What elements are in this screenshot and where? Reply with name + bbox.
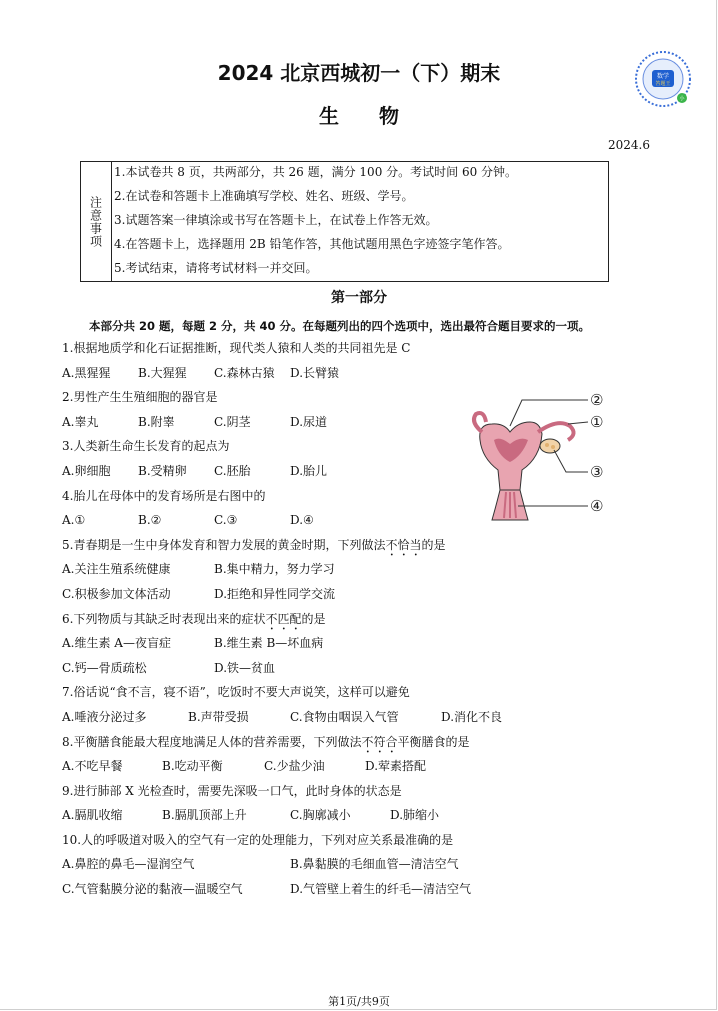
- option-d: D.荤素搭配: [365, 759, 427, 774]
- stem-emphasis: 不恰当: [385, 537, 422, 552]
- notice-item: 4.在答题卡上，选择题用 2B 铅笔作答，其他试题用黑色字迹签字笔作答。: [114, 237, 510, 251]
- stem-emphasis: 不匹配: [265, 611, 302, 626]
- option-c: C.胚胎: [214, 463, 251, 478]
- option-c: C.积极参加文体活动: [62, 586, 171, 601]
- option-b: B.受精卵: [138, 463, 187, 478]
- diagram-label-1: ①: [590, 413, 604, 431]
- option-d: D.铁—贫血: [214, 660, 276, 675]
- option-c: C.钙—骨质疏松: [62, 660, 147, 675]
- diagram-label-3: ③: [590, 463, 604, 481]
- question-stem: 7.俗话说“食不言，寝不语”，吃饭时不要大声说笑，这样可以避免: [62, 685, 410, 700]
- page-footer: 第1页/共9页: [328, 995, 390, 1008]
- options-row: [62, 561, 662, 586]
- option-a: A.睾丸: [62, 414, 99, 429]
- option-d: D.尿道: [290, 414, 328, 429]
- option-c: C.胸廓减小: [290, 808, 351, 823]
- option-c: C.③: [214, 513, 238, 528]
- notice-item: 2.在试卷和答题卡上准确填写学校、姓名、班级、学号。: [114, 189, 414, 203]
- option-d: D.肺缩小: [390, 808, 440, 823]
- female-reproductive-diagram: [470, 388, 620, 530]
- option-a: A.卵细胞: [62, 463, 111, 478]
- option-b: B.吃动平衡: [162, 759, 223, 774]
- stem-text: 平衡膳食的是: [397, 734, 470, 749]
- option-d: D.胎儿: [290, 463, 328, 478]
- option-b: B.集中精力，努力学习: [214, 562, 335, 577]
- subject-title: 生物: [319, 104, 439, 128]
- options-row: [62, 807, 662, 832]
- option-d: D.④: [290, 513, 314, 528]
- leader-line-2: [510, 400, 588, 426]
- question-stem: [62, 611, 662, 636]
- qr-badge-top: 数学: [656, 73, 670, 80]
- options-row: [62, 881, 662, 906]
- stem-text: 的是: [301, 611, 326, 626]
- notice-box: [80, 161, 609, 282]
- option-a: A.不吃早餐: [62, 759, 123, 774]
- notice-label: 注意事项: [88, 195, 103, 248]
- exam-date: 2024.6: [608, 138, 650, 152]
- option-a: A.①: [62, 513, 86, 528]
- notice-item: 5.考试结束，请将考试材料一并交回。: [114, 261, 318, 275]
- question-stem: 2.男性产生生殖细胞的器官是: [62, 390, 218, 405]
- question-stem: 4.胎儿在母体中的发育场所是右图中的: [62, 488, 266, 503]
- notice-item: 1.本试卷共 8 页，共两部分，共 26 题，满分 100 分。考试时间 60 分钟。: [114, 165, 518, 179]
- option-a: A.关注生殖系统健康: [62, 562, 171, 577]
- option-d: D.气管壁上着生的纤毛—清洁空气: [290, 882, 472, 897]
- notice-items: [112, 162, 608, 281]
- stem-text: 6.下列物质与其缺乏时表现出来的症状: [62, 611, 266, 626]
- option-c: C.少盐少油: [264, 759, 325, 774]
- option-c: C.阴茎: [214, 414, 251, 429]
- question-stem: 3.人类新生命生长发育的起点为: [62, 439, 230, 454]
- option-b: B.附睾: [138, 414, 175, 429]
- qr-badge-bottom: 答题王: [655, 81, 671, 87]
- options-row: [62, 365, 662, 390]
- option-d: D.长臂猿: [290, 365, 340, 380]
- qr-dot-label: 小: [679, 96, 685, 102]
- question-stem: 10.人的呼吸道对吸入的空气有一定的处理能力，下列对应关系最准确的是: [62, 832, 454, 847]
- question-stem: [62, 537, 662, 562]
- options-row: [62, 856, 662, 881]
- option-a: A.黑猩猩: [62, 365, 111, 380]
- diagram-label-2: ②: [590, 391, 604, 409]
- option-c: C.森林古猿: [214, 365, 275, 380]
- ovary-shape: [540, 439, 560, 453]
- option-d: D.拒绝和异性同学交流: [214, 586, 336, 601]
- exam-title: 2024 北京西城初一（下）期末: [217, 61, 501, 85]
- qr-code-icon[interactable]: [634, 50, 692, 108]
- option-b: B.鼻黏膜的毛细血管—清洁空气: [290, 857, 459, 872]
- stem-text: 的是: [421, 537, 446, 552]
- right-oviduct: [538, 423, 574, 440]
- option-b: B.维生素 B—坏血病: [214, 636, 324, 651]
- option-b: B.膈肌顶部上升: [162, 808, 247, 823]
- option-a: A.鼻腔的鼻毛—湿润空气: [62, 857, 195, 872]
- diagram-label-4: ④: [590, 497, 604, 515]
- question-stem: [62, 734, 662, 759]
- notice-item: 3.试题答案一律填涂或书写在答题卡上，在试卷上作答无效。: [114, 213, 438, 227]
- option-a: A.膈肌收缩: [62, 808, 123, 823]
- option-c: C.气管黏膜分泌的黏液—温暖空气: [62, 882, 243, 897]
- notice-label-cell: [81, 162, 112, 281]
- option-b: B.声带受损: [188, 709, 249, 724]
- part-heading: 第一部分: [331, 290, 387, 306]
- option-d: D.消化不良: [441, 709, 503, 724]
- options-row: [62, 709, 662, 734]
- question-stem: 1.根据地质学和化石证据推断，现代类人猿和人类的共同祖先是 C: [62, 341, 411, 355]
- part-intro: 本部分共 20 题，每题 2 分，共 40 分。在每题列出的四个选项中，选出最符合题目要求的一项。: [89, 319, 591, 333]
- option-a: A.唾液分泌过多: [62, 709, 147, 724]
- option-c: C.食物由咽误入气管: [290, 709, 399, 724]
- option-b: B.大猩猩: [138, 365, 187, 380]
- stem-text: 8.平衡膳食能最大程度地满足人体的营养需要，下列做法: [62, 734, 362, 749]
- options-row: [62, 758, 662, 783]
- question-stem: 9.进行肺部 X 光检查时，需要先深吸一口气，此时身体的状态是: [62, 783, 402, 798]
- leader-line-1: [568, 422, 588, 424]
- leader-line-3: [554, 450, 588, 472]
- options-row: [62, 660, 662, 685]
- options-row: [62, 635, 662, 660]
- stem-text: 5.青春期是一生中身体发育和智力发展的黄金时期，下列做法: [62, 537, 386, 552]
- option-a: A.维生素 A—夜盲症: [62, 636, 171, 651]
- options-row: [62, 586, 662, 611]
- stem-emphasis: 不符合: [361, 734, 398, 749]
- option-b: B.②: [138, 513, 162, 528]
